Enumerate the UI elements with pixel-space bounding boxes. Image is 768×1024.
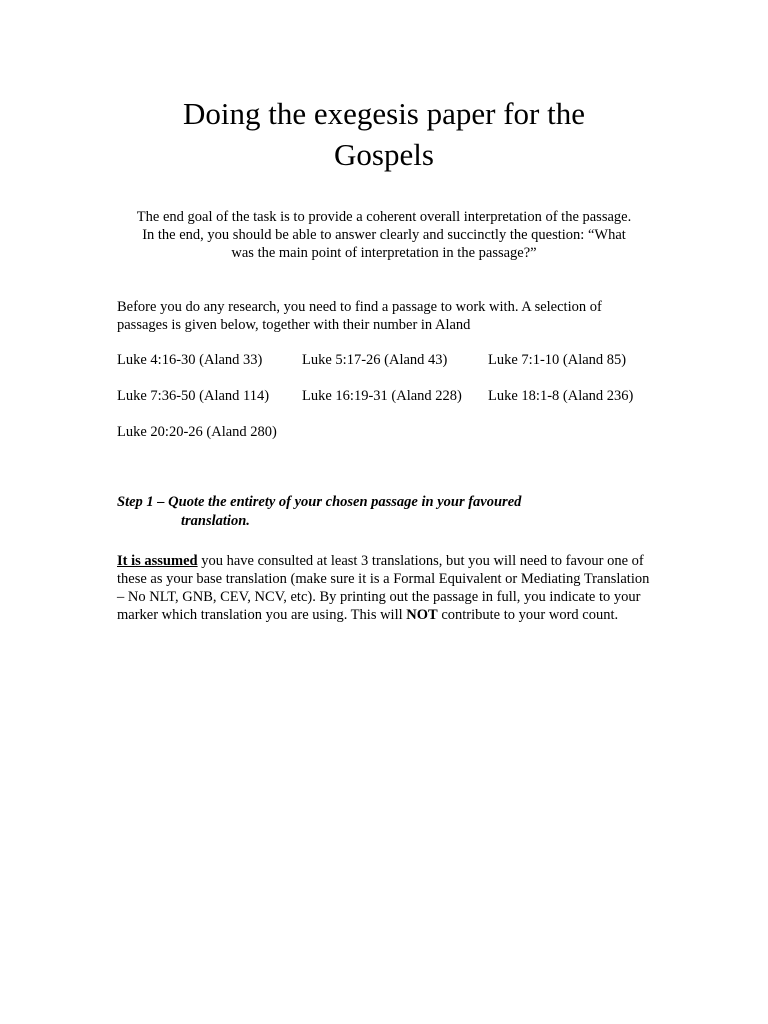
assumed-line-1 <box>117 552 697 570</box>
step-1-line-1: Step 1 – Quote the entirety of your chosen passage in your favoured <box>117 494 522 510</box>
assumed-line-3: – No NLT, GNB, CEV, NCV, etc). By printing out the passage in full, you indicate to your <box>117 589 641 605</box>
passage-ref: Luke 20:20-26 (Aland 280) <box>117 424 277 440</box>
passage-ref: Luke 4:16-30 (Aland 33) <box>117 352 263 368</box>
assumed-line-1-rest: you have consulted at least 3 translations, but you will need to favour one of <box>197 553 644 569</box>
passage-row-3 <box>117 423 717 441</box>
passage-ref: Luke 7:1-10 (Aland 85) <box>488 352 627 368</box>
passage-row-2 <box>117 387 717 405</box>
title-line-2: Gospels <box>334 137 434 172</box>
step-1-heading <box>117 493 677 531</box>
intro-line-1: The end goal of the task is to provide a coherent overall interpretation of the passage. <box>136 209 632 225</box>
passage-ref: Luke 7:36-50 (Aland 114) <box>117 388 270 404</box>
assumed-line-4 <box>117 606 697 624</box>
intro-paragraph <box>100 208 668 262</box>
selection-line-1: Before you do any research, you need to find a passage to work with. A selection of <box>117 299 602 315</box>
passage-ref: Luke 18:1-8 (Aland 236) <box>488 388 634 404</box>
assumed-not-emphasis: NOT <box>406 607 438 623</box>
selection-line-2: passages is given below, together with their number in Aland <box>117 317 471 333</box>
step-1-line-2: translation. <box>181 513 250 529</box>
assumed-line-2: these as your base translation (make sure it is a Formal Equivalent or Mediating Translation <box>117 571 650 587</box>
passage-row-1 <box>117 351 717 369</box>
selection-paragraph <box>117 298 697 334</box>
title-line-1: Doing the exegesis paper for the <box>182 96 585 131</box>
assumed-emphasis: It is assumed <box>117 553 198 569</box>
intro-line-2: In the end, you should be able to answer clearly and succinctly the question: “What <box>142 227 626 243</box>
assumed-paragraph <box>117 552 697 624</box>
intro-line-3: was the main point of interpretation in the passage?” <box>231 245 537 261</box>
assumed-line-4-end: contribute to your word count. <box>437 607 619 623</box>
passage-ref: Luke 16:19-31 (Aland 228) <box>302 388 462 404</box>
document-title <box>100 93 668 175</box>
passage-ref: Luke 5:17-26 (Aland 43) <box>302 352 448 368</box>
assumed-line-4-start: marker which translation you are using. This will <box>117 607 407 623</box>
